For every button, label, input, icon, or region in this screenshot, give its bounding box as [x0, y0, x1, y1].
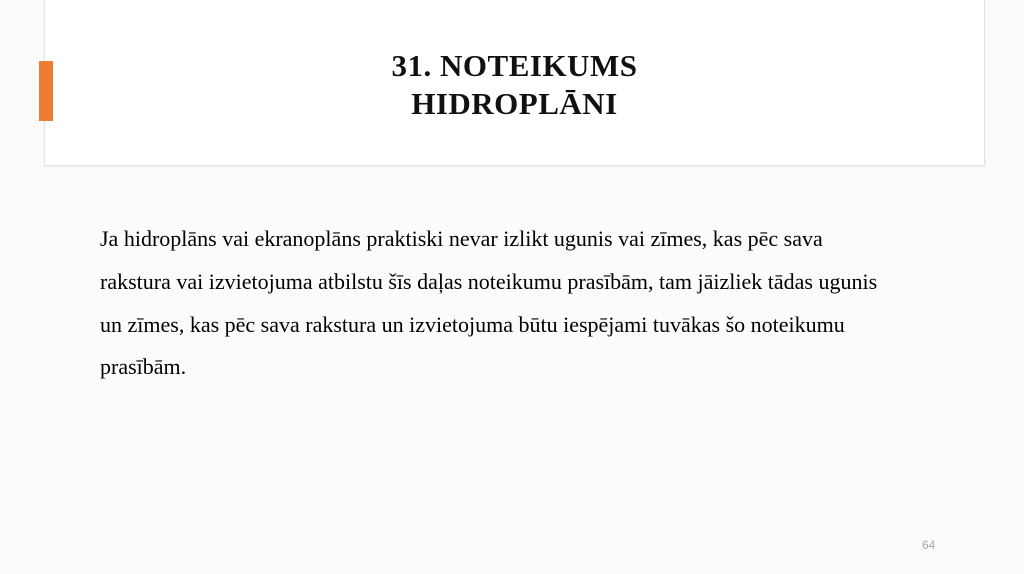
- body-line: Ja hidroplāns vai ekranoplāns praktiski nevar izlikt ugunis vai zīmes, kas pēc sava: [100, 226, 823, 251]
- body-line: prasībām.: [100, 354, 187, 380]
- title-line-2: HIDROPLĀNI: [411, 86, 618, 121]
- slide-title: [44, 47, 985, 123]
- title-line-1: 31. NOTEIKUMS: [391, 48, 638, 83]
- body-line: rakstura vai izvietojuma atbilstu šīs daļas noteikumu prasībām, tam jāizliek tādas ugunis: [100, 268, 878, 294]
- body-line: un zīmes, kas pēc sava rakstura un izvietojuma būtu iespējami tuvākas šo noteikumu: [100, 311, 845, 337]
- page-number: 64: [922, 538, 936, 552]
- body-paragraph: [100, 218, 980, 389]
